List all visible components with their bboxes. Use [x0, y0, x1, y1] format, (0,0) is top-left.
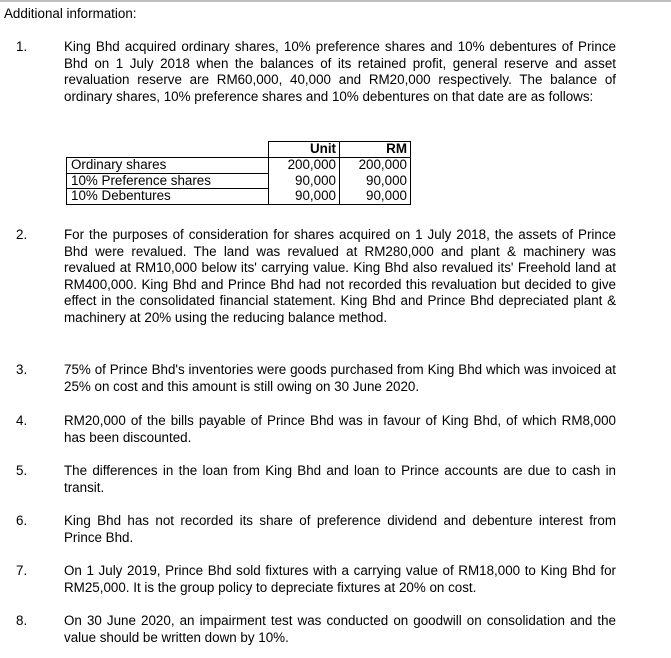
item-text: On 30 June 2020, an impairment test was conducted on goodwill on consolidation and the value should be written down by 10%.: [64, 613, 616, 645]
item-number: 7.: [16, 563, 28, 578]
item-number: 3.: [16, 362, 28, 377]
share-balances-table: [66, 141, 411, 205]
item-number: 2.: [16, 227, 28, 242]
table-row: [67, 173, 411, 189]
top-divider: [0, 0, 671, 2]
table-row: [67, 158, 411, 174]
item-number: 8.: [16, 613, 28, 628]
header-rm: RM: [340, 142, 411, 158]
table-header-row: [67, 142, 411, 158]
table-row: [67, 189, 411, 205]
row-rm: 90,000: [340, 189, 411, 205]
item-text: On 1 July 2019, Prince Bhd sold fixtures with a carrying value of RM18,000 to King Bhd for RM25,000. It is the group policy to depreciate fixtures at 20% on cost.: [64, 563, 616, 595]
header-unit: Unit: [269, 142, 340, 158]
row-unit: 200,000: [269, 158, 340, 174]
item-text: For the purposes of consideration for shares acquired on 1 July 2018, the assets of Prince Bhd were revalued. The land was revalued at RM280,000 and plant & machinery was revalued at RM10,000 below its' carrying value. King Bhd also revalued its' Freehold land at RM400,000. King Bhd and Prince Bhd had not recorded this revaluation but decided to give effect in the consolidated financial statement. King Bhd and Prince Bhd depreciated plant & machinery at 20% using the reducing balance method.: [64, 227, 616, 325]
item-number: 1.: [16, 39, 28, 54]
item-text: King Bhd acquired ordinary shares, 10% preference shares and 10% debentures of Prince Bhd on 1 July 2018 when the balances of its retained profit, general reserve and asset revaluation reserve are RM60,000, 40,000 and RM20,000 respectively. The balance of ordinary shares, 10% preference shares and 10% debentures on that date are as follows:: [64, 39, 616, 104]
row-label: 10% Debentures: [67, 189, 269, 205]
row-unit: 90,000: [269, 189, 340, 205]
row-rm: 90,000: [340, 173, 411, 189]
header-blank: [67, 142, 269, 158]
section-heading: Additional information:: [4, 6, 137, 21]
item-text: King Bhd has not recorded its share of preference dividend and debenture interest from Prince Bhd.: [64, 513, 616, 545]
row-label: 10% Preference shares: [67, 173, 269, 189]
item-text: 75% of Prince Bhd's inventories were goods purchased from King Bhd which was invoiced at 25% on cost and this amount is still owing on 30 June 2020.: [64, 362, 616, 394]
item-number: 6.: [16, 513, 28, 528]
row-unit: 90,000: [269, 173, 340, 189]
row-label: Ordinary shares: [67, 158, 269, 174]
item-text: The differences in the loan from King Bhd and loan to Prince accounts are due to cash in transit.: [64, 463, 616, 495]
item-number: 4.: [16, 413, 28, 428]
item-number: 5.: [16, 463, 28, 478]
row-rm: 200,000: [340, 158, 411, 174]
item-text: RM20,000 of the bills payable of Prince Bhd was in favour of King Bhd, of which RM8,000 has been discounted.: [64, 413, 616, 445]
